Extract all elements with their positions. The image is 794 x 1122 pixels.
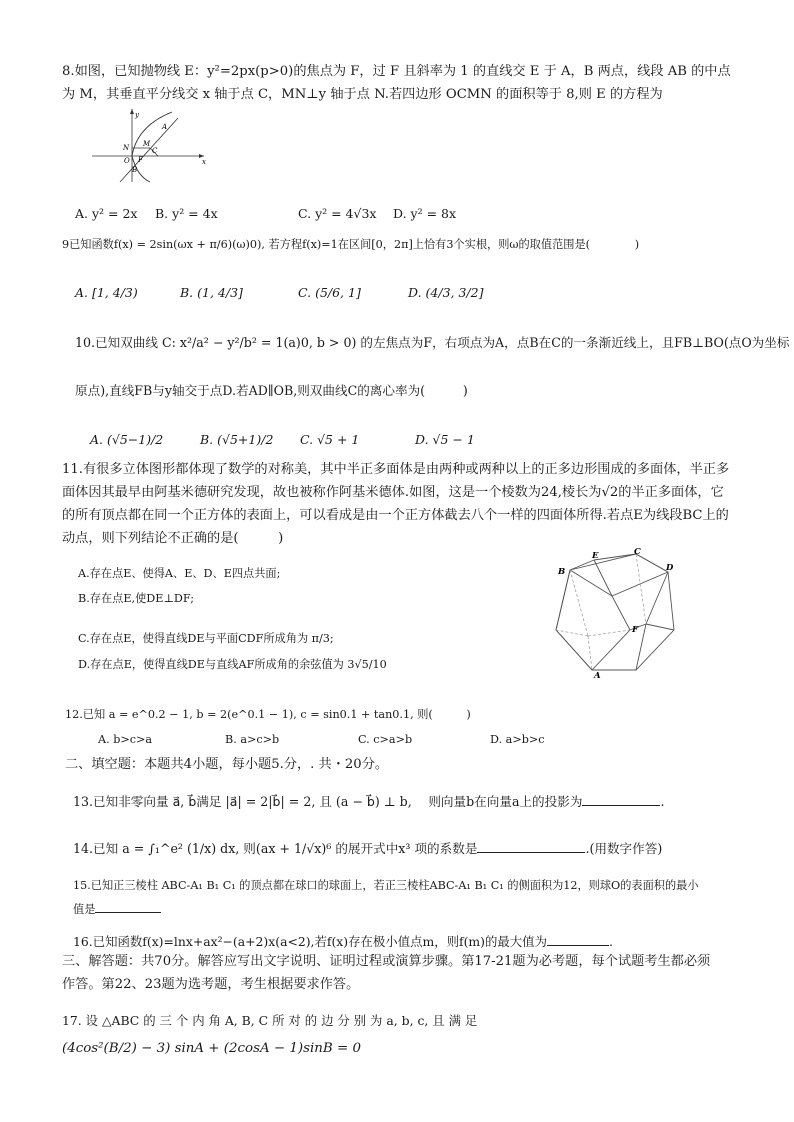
q8-option-a: A. y² = 2x bbox=[75, 206, 138, 221]
section3-line2: 作答。第22、23题为选考题，考生根据要求作答。 bbox=[62, 977, 360, 992]
q9-stem: 9已知函数f(x) = 2sin(ωx + π/6)(ω)0), 若方程f(x)=1在区间[0，2π]上恰有3个实根，则ω的取值范围是( ) bbox=[62, 238, 640, 251]
section2-heading: 二、填空题：本题共4小题，每小题5.分，. 共・20分。 bbox=[65, 757, 389, 772]
q10-line2: 原点),直线FB与y轴交于点D.若AD∥OB,则双曲线C的离心率为( ) bbox=[75, 383, 468, 398]
q8-option-c: C. y² = 4√3x bbox=[298, 206, 377, 221]
fig-label-A: A bbox=[594, 671, 601, 678]
fig-label-O: O bbox=[124, 157, 130, 165]
q12-option-b: B. a>c>b bbox=[225, 733, 280, 746]
q11-option-d: D.存在点E，使得直线DE与直线AF所成角的余弦值为 3√5/10 bbox=[78, 658, 387, 671]
fig-label-A: A bbox=[162, 123, 168, 131]
q9-option-a: A. [1, 4/3) bbox=[75, 285, 138, 300]
q11-line1: 11.有很多立体图形都体现了数学的对称美，其中半正多面体是由两种或两种以上的正多边形围成的多面体，半正多 bbox=[62, 462, 730, 477]
q10-option-a: A. (√5−1)/2 bbox=[90, 432, 164, 447]
q10-option-c: C. √5 + 1 bbox=[300, 432, 360, 447]
q9-option-b: B. (1, 4/3] bbox=[180, 285, 243, 300]
q12-option-c: C. c>a>b bbox=[358, 733, 413, 746]
q17-line1: 17. 设 △ABC 的 三 个 内 角 A, B, C 所 对 的 边 分 别 为 a, b, c, 且 满 足 bbox=[62, 1013, 478, 1028]
fig-label-E: E bbox=[592, 551, 599, 561]
q12-stem: 12.已知 a = e^0.2 − 1, b = 2(e^0.1 − 1), c = sin0.1 + tan0.1, 则( ) bbox=[65, 708, 471, 721]
q16-stem: 16.已知函数f(x)=lnx+ax²−(a+2)x(a<2),若f(x)存在极小值点m，则f(m)的最大值为 . bbox=[73, 934, 613, 949]
fig-label-C: C bbox=[634, 547, 641, 557]
fig-label-B: B bbox=[558, 567, 566, 577]
fig-label-C: C bbox=[152, 147, 158, 155]
q13-stem: 13.已知非零向量 a⃗, b⃗满足 |a⃗| = 2|b⃗| = 2, 且 (a − b⃗) ⊥ b, 则向量b在向量a上的投影为 . bbox=[73, 794, 665, 809]
q12-option-d: D. a>b>c bbox=[490, 733, 545, 746]
fig-label-F: F bbox=[138, 156, 143, 164]
section3-line1: 三、解答题：共70分。解答应写出文字说明、证明过程或演算步骤。第17-21题为必考题，每个试题考生都必须 bbox=[62, 954, 711, 969]
q10-line1: 10.已知双曲线 C: x²/a² − y²/b² = 1(a)0, b > 0) 的左焦点为F，右项点为A，点B在C的一条渐近线上，且FB⊥BO(点O为坐标 bbox=[75, 335, 790, 350]
q10-option-b: B. (√5+1)/2 bbox=[200, 432, 274, 447]
q14-stem: 14.已知 a = ∫₁^e² (1/x) dx, 则(ax + 1/√x)⁶ 的展开式中x³ 项的系数是 .(用数字作答) bbox=[73, 841, 663, 856]
q17-line2: (4cos²(B/2) − 3) sinA + (2cosA − 1)sinB = 0 bbox=[62, 1041, 361, 1056]
parabola-figure bbox=[92, 106, 212, 186]
q8-option-b: B. y² = 4x bbox=[155, 206, 218, 221]
q8-option-d: D. y² = 8x bbox=[393, 206, 457, 221]
q11-option-b: B.存在点E,使DE⊥DF; bbox=[78, 592, 195, 605]
q11-line4: 动点，则下列结论不正确的是( ) bbox=[62, 531, 284, 546]
q15-line2: 值是 bbox=[73, 900, 161, 919]
q15-line1: 15.已知正三棱柱 ABC-A₁ B₁ C₁ 的顶点都在球口的球面上，若正三棱柱ABC-A₁ B₁ C₁ 的侧面积为12，则球O的表面积的最小 bbox=[73, 879, 699, 892]
fig-label-D: D bbox=[666, 563, 674, 573]
q12-option-a: A. b>c>a bbox=[98, 733, 153, 746]
polyhedron-figure bbox=[548, 546, 688, 678]
fig-label-x: x bbox=[202, 158, 206, 166]
q9-option-c: C. (5/6, 1] bbox=[298, 285, 361, 300]
q8-line1: 8.如图，已知抛物线 E：y²=2px(p>0)的焦点为 F，过 F 且斜率为 1 的直线交 E 于 A，B 两点，线段 AB 的中点 bbox=[62, 64, 731, 79]
fig-label-y: y bbox=[135, 111, 139, 119]
q11-line2: 面体因其最早由阿基米德研究发现，故也被称作阿基米德体.如图，这是一个棱数为24,棱长为√2的半正多面体，它 bbox=[62, 485, 724, 500]
q11-option-a: A.存在点E、使得A、E、D、E四点共面; bbox=[78, 567, 281, 580]
q8-line2: 为 M，其垂直平分线交 x 轴于点 C，MN⊥y 轴于点 N.若四边形 OCMN 的面积等于 8,则 E 的方程为 bbox=[62, 87, 663, 102]
fig-label-M: M bbox=[143, 140, 151, 148]
q9-option-d: D. (4/3, 3/2] bbox=[408, 285, 484, 300]
fig-label-N: N bbox=[123, 144, 130, 152]
q10-option-d: D. √5 − 1 bbox=[415, 432, 475, 447]
fig-label-F: F bbox=[632, 625, 639, 635]
q11-line3: 的所有顶点都在同一个正方体的表面上，可以看成是由一个正方体截去八个一样的四面体所得.若点E为线段BC上的 bbox=[62, 508, 729, 523]
q11-option-c: C.存在点E，使得直线DE与平面CDF所成角为 π/3; bbox=[78, 632, 334, 645]
fig-label-B: B bbox=[132, 166, 138, 174]
